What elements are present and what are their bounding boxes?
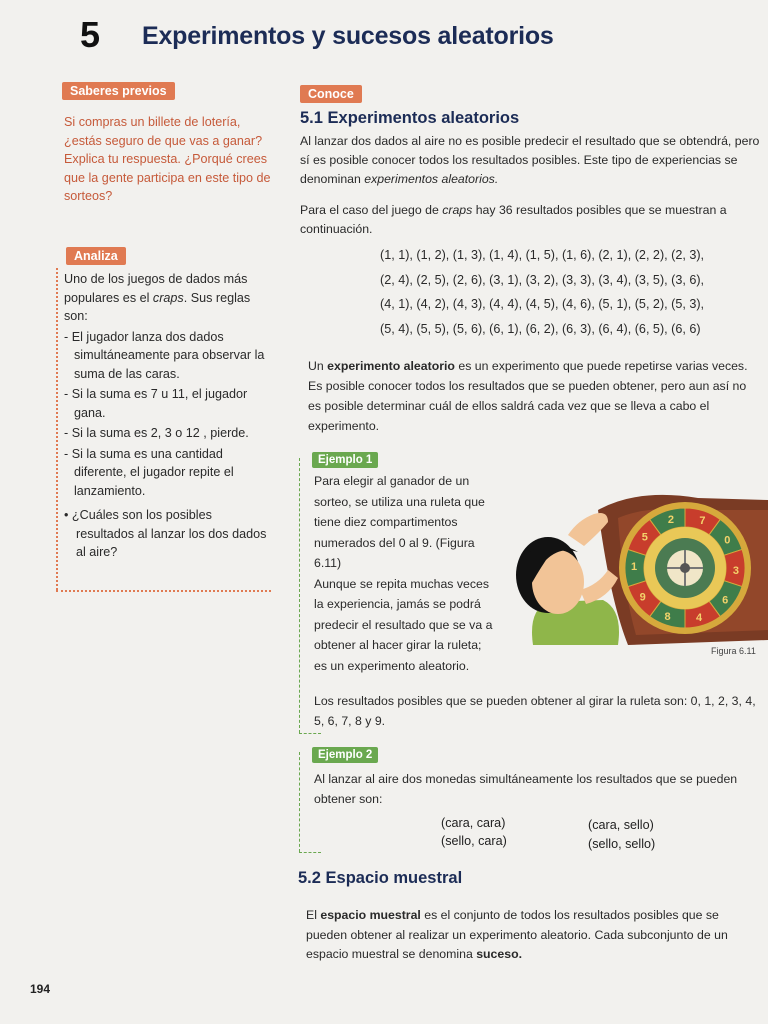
ejemplo-1-bracket [299, 458, 300, 733]
wheel-number: 7 [699, 515, 706, 528]
ejemplo-2-tag: Ejemplo 2 [312, 747, 378, 763]
chapter-number: 5 [80, 14, 101, 55]
page-number: 194 [30, 982, 51, 996]
wheel-number: 8 [664, 610, 671, 623]
figure-caption: Figura 6.11 [711, 646, 756, 656]
analiza-rule: - Si la suma es 7 u 11, el jugador gana. [64, 387, 248, 420]
ejemplo-2-text: Al lanzar al aire dos monedas simultáneamente los resultados que se pueden obtener son: [314, 772, 738, 806]
ejemplo-2-bracket [299, 752, 300, 852]
analiza-intro: Uno de los juegos de dados más populares es el craps. Sus reglas son: [64, 272, 251, 323]
saberes-previos-text: Si compras un billete de lotería, ¿estás seguro de que vas a ganar? Explica tu respuesta. ¿Porqué crees que la gente participa en este tipo de sorteos? [64, 115, 271, 203]
section-title-5-2: 5.2 Espacio muestral [298, 869, 463, 887]
wheel-number: 2 [667, 513, 675, 526]
wheel-number: 1 [630, 561, 638, 574]
conoce-paragraph-2: Para el caso del juego de craps hay 36 resultados posibles que se muestran a continuación. [300, 203, 727, 236]
analiza-tag: Analiza [66, 247, 126, 265]
ejemplo-2-bracket-foot [299, 852, 321, 853]
craps-row: (1, 1), (1, 2), (1, 3), (1, 4), (1, 5), (1, 6), (2, 1), (2, 2), (2, 3), [380, 248, 705, 262]
craps-row: (4, 1), (4, 2), (4, 3), (4, 4), (4, 5), (4, 6), (5, 1), (5, 2), (5, 3), [380, 297, 705, 311]
roulette-illustration [498, 480, 768, 650]
analiza-dotted-border [56, 268, 58, 590]
analiza-rule: - Si la suma es una cantidad diferente, el jugador repite el lanzamiento. [64, 446, 234, 498]
analiza-dotted-border-bottom [56, 590, 271, 592]
ejemplo-1-tag: Ejemplo 1 [312, 452, 378, 468]
conoce-tag: Conoce [300, 85, 362, 103]
craps-row: (5, 4), (5, 5), (5, 6), (6, 1), (6, 2), (6, 3), (6, 4), (6, 5), (6, 6) [380, 321, 701, 336]
section-title-5-1: 5.1 Experimentos aleatorios [300, 109, 520, 127]
analiza-question: • ¿Cuáles son los posibles resultados al lanzar los dos dados al aire? [64, 508, 267, 559]
analiza-rule: - El jugador lanza dos dados simultáneamente para observar la suma de las caras. [64, 329, 265, 381]
outcome-sello-sello: (sello, sello) [588, 837, 656, 851]
outcome-cara-cara: (cara, cara) [441, 816, 506, 830]
wheel-number: 3 [732, 564, 740, 577]
analiza-rule: - Si la suma es 2, 3 o 12 , pierde. [64, 426, 249, 440]
ejemplo-1-paragraph-1: Para elegir al ganador de un sorteo, se utiliza una ruleta que tiene diez compartimentos numerados del 0 al 9. (Figura 6.11) [314, 474, 485, 570]
wheel-number: 4 [695, 612, 703, 625]
saberes-previos-tag: Saberes previos [62, 82, 175, 100]
analiza-body [64, 270, 271, 562]
conoce-paragraph-1: Al lanzar dos dados al aire no es posible predecir el resultado que se obtendrá, pero sí es posible conocer todos los resultados posibles. Este tipo de experiencias se denominan experimentos aleatorios. [300, 134, 760, 186]
outcome-sello-cara: (sello, cara) [441, 834, 507, 848]
ejemplo-1-paragraph-2: Aunque se repita muchas veces la experiencia, jamás se podrá predecir el resultado que se va a obtener al hacer girar la ruleta; es un experimento aleatorio. [314, 576, 493, 673]
espacio-muestral-definition: El espacio muestral es el conjunto de todos los resultados posibles que se pueden obtener al realizar un experimento aleatorio. Cada subconjunto de un espacio muestral se denomina suceso. [306, 908, 728, 961]
craps-row: (2, 4), (2, 5), (2, 6), (3, 1), (3, 2), (3, 3), (3, 4), (3, 5), (3, 6), [380, 272, 705, 287]
wheel-number: 9 [639, 591, 646, 604]
definition-experimento-aleatorio: Un experimento aleatorio es un experimento que puede repetirse varias veces. Es posible conocer todos los resultados que se pueden obtener, pero aun así no es posible determinar cuál de ellos saldrá cada vez que se lleva a cabo el experimento. [308, 359, 748, 433]
roulette-illustration-svg [498, 480, 768, 650]
wheel-number: 5 [641, 531, 648, 544]
outcome-cara-sello: (cara, sello) [588, 818, 654, 832]
wheel-number: 6 [722, 594, 729, 607]
chapter-title: Experimentos y sucesos aleatorios [142, 22, 554, 50]
ejemplo-1-bracket-foot [299, 733, 321, 734]
wheel-number: 0 [724, 534, 731, 547]
ejemplo-1-text [314, 471, 497, 676]
ejemplo-1-results: Los resultados posibles que se pueden obtener al girar la ruleta son: 0, 1, 2, 3, 4, 5, 6, 7, 8 y 9. [314, 694, 756, 728]
craps-outcomes [380, 243, 704, 341]
